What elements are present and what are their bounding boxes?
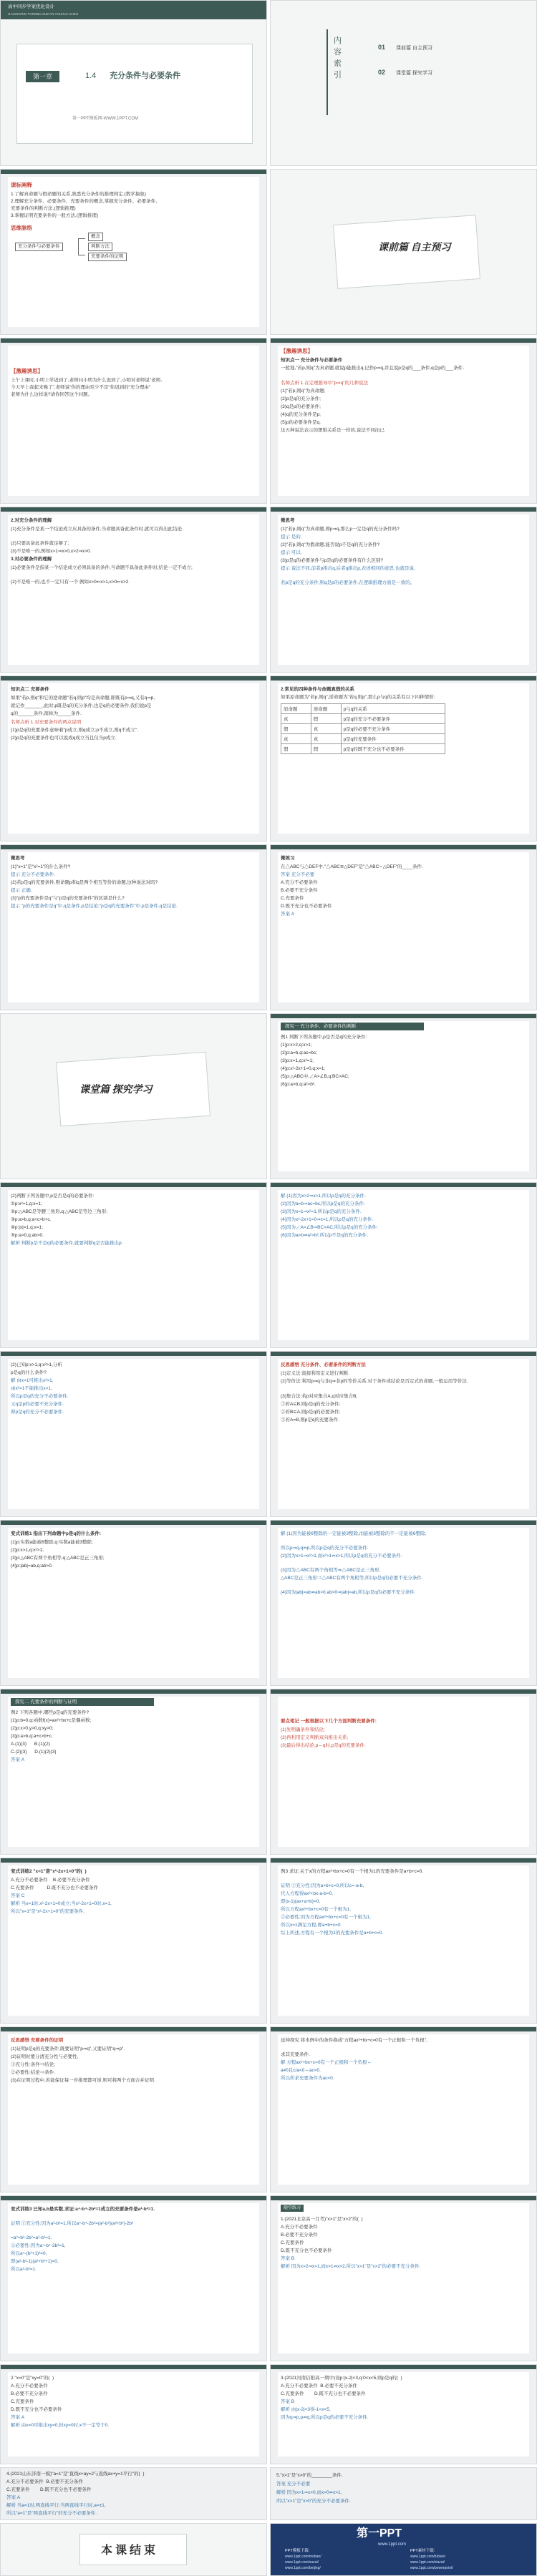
e10-line-1: 4.(2021山东济南一模)"a=1"是"直线x+ay=2与直线ax+y=1平行"的( ): [6, 2472, 145, 2477]
slide-variant-1: [0, 1520, 267, 1686]
slide-practice-1: [270, 844, 537, 1010]
k4-line-3: q的______条件,简称为_____条件.: [11, 711, 82, 716]
e5-line-5: A.(1)(3) B.(1)(2): [11, 1742, 50, 1747]
e4-line-3: (2)p:x>1,q:x²>1;: [11, 1548, 44, 1553]
k1-tag: 【激趣诱思】: [281, 348, 313, 354]
e2s-line-5: ①若A⊆B,则p是q的充分条件;: [281, 1402, 341, 1407]
q3-line-4: B.必要不充分条件: [281, 888, 318, 893]
slide-paper: [278, 852, 529, 1002]
chapter-badge: 第一章: [26, 71, 59, 82]
slide-top-bar: [271, 1352, 536, 1356]
t1-sub: 如果原命题为"若p,则q",逆命题为"若q,则p",那么p与q的关系有以下四种情形:: [281, 695, 435, 700]
cover-footer: 第一PPT模板网-WWW.1PPT.COM: [72, 117, 138, 121]
table-header: 原命题: [281, 704, 311, 714]
mindmap-heading: 思维脉络: [11, 225, 32, 231]
k1-line-5: (2)p是q的充分条件;: [281, 396, 321, 401]
quiz-options-cd: C.充要条件 D.既不充分也不必要条件: [281, 2391, 366, 2396]
slide-cover: [0, 0, 267, 166]
toc-item1[interactable]: 课前篇 自主预习: [396, 46, 432, 51]
q2-line-3: (2)若p是q的充要条件,则命题p和q是两个相互等价的命题,这种说法对吗?: [11, 880, 158, 885]
e10s-analysis-2: 所以"x>1"是"x>0"的充分不必要条件.: [276, 2499, 351, 2504]
slide-example-3: [0, 1351, 267, 1517]
e9s-line-1: 3.(2021河南信阳高一期中)设p:|x-2|<3,q:0<x<5,则p是q的( ): [281, 2376, 402, 2381]
slide-think-1: [270, 507, 537, 673]
e1s-line-5: (5)因为∠A>∠B⇒BC>AC,所以p是q的充分条件.: [281, 1225, 378, 1230]
cover-card: [16, 44, 253, 144]
table-cell: 假: [311, 744, 341, 754]
slide-knowledge-1: [270, 338, 537, 504]
banner-title: 课堂篇 探究学习: [79, 1085, 153, 1096]
e6s-line-7: 所以x=1满足方程,即a+b+c=0.: [281, 1923, 342, 1928]
intro-line-3: 老师为什么这样说?请你回答这个问题。: [11, 392, 93, 397]
slide-top-bar: [271, 1183, 536, 1187]
explore-bar: 探究二 充要条件的判断与证明: [11, 1698, 154, 1706]
brand-logo: 第一PPT: [357, 2527, 402, 2540]
e6-line-1: 变式训练2 "x=1"是"x²-2x+1=0"的( ): [11, 1869, 87, 1874]
e6s-line-3: 代入方程得ax²+bx-a-b=0,: [281, 1891, 333, 1896]
brand-link[interactable]: www.1ppt.com/tubiao/: [410, 2555, 445, 2559]
quiz-options-ab: A.充分不必要条件 B.必要不充分条件: [281, 2384, 357, 2389]
e2s-line-2: (1)定义法:直接利用定义进行判断.: [281, 1371, 350, 1376]
k1-line-3: 名师点析 1.在定理推导中"p⇒q"的几种说法: [281, 381, 369, 386]
slide-top-bar: [1, 2196, 266, 2200]
q2-line-4: 提示 正确.: [11, 888, 32, 893]
cover-header: 高中同步学案优化设计: [8, 4, 54, 9]
quiz-options-ab: A.充分不必要条件 B.必要不充分条件: [6, 2479, 83, 2484]
e6-line-5: 解析 当x=1时,x²-2x+1=0成立;当x²-2x+1=0时,x=1,: [11, 1901, 112, 1906]
q2-line-6: 提示 "p的充要条件是q"中,q是条件,p是结论;"p是q的充要条件"中,p是条件,q是结论.: [11, 904, 178, 909]
quiz-option-a: A.充分不必要条件: [11, 2384, 48, 2389]
brand-col2-head: PPT素材下载:: [410, 2549, 435, 2553]
q1-line-1: (1)"若p,则q"为真命题,即p⇒q,那么p一定是q的充分条件吗?: [281, 527, 400, 532]
e1-line-4: (3)p:x=1,q:x²=1;: [281, 1058, 314, 1063]
q3-line-3: A.充分不必要条件: [281, 880, 318, 885]
slide-paper: [278, 514, 529, 665]
brand-link[interactable]: www.1ppt.com/beijing/: [285, 2566, 321, 2570]
slide-example-5: [270, 1858, 537, 2024]
e1s-line-2: (2)因为a=b⇒ac=bc,所以p是q的充分条件.: [281, 1201, 365, 1206]
e5-line-7: 答案 A: [11, 1757, 25, 1762]
quiz-chip: 随堂练习: [281, 2205, 304, 2212]
slide-key-note: [270, 1689, 537, 1855]
slide-top-bar: [271, 676, 536, 680]
k4-line-2: 就记作_______,此时,p既是q的充分条件,也是q的必要条件,我们说p是: [11, 703, 152, 708]
e4-line-5: (4)p:|ab|=ab,q:ab>0.: [11, 1563, 53, 1568]
e2s-line-3: (2)等价法:利用p⇒q与非q⇒非p的等价关系,对于条件或结论是否定式的命题,一般运用等价法.: [281, 1379, 468, 1384]
e10-answer: 答案 A: [6, 2495, 21, 2500]
objective-line-2: 2.理解充分条件、必要条件、充要条件的概念,掌握充分条件、必要条件、: [11, 199, 160, 204]
e1-line-3: (2)p:a=b,q:ac=bc;: [281, 1050, 317, 1055]
q3-heading: 微练习: [281, 856, 295, 861]
k3-line-4: 3.对必要条件的理解: [11, 557, 52, 562]
e9-answer: 答案 A: [11, 2415, 25, 2420]
q3-line-5: C.充要条件: [281, 896, 304, 901]
slide-reflection-1: [270, 1351, 537, 1517]
e7s-line-1: 延伸探究 将本例中的条件换成"方程ax²+bx+c=0有一个正根和一个负根",: [281, 2038, 427, 2043]
slide-top-bar: [1, 338, 266, 343]
q1-line-4: 提示 可以.: [281, 550, 302, 555]
e5-line-4: (3)p:a>b,q:a+c>b+c.: [11, 1734, 53, 1739]
table-row: [281, 714, 445, 724]
e8s-analysis: 解析 因为x>2⇒x>1,而x>1⇏x>2,所以"x>1"是"x>2"的必要不充分条件.: [281, 2264, 421, 2269]
slide-top-bar: [271, 338, 536, 343]
e10-analysis-2: 所以"a=1"是"两直线平行"的充分不必要条件.: [6, 2511, 97, 2516]
toc-label: 内容索引: [334, 36, 342, 79]
e1-line-5: (4)p:x²-2x+1=0,q:x=1;: [281, 1066, 326, 1071]
mindmap-branch-method: 判断方法: [88, 243, 112, 251]
slide-think-2: [0, 844, 267, 1010]
e2s-line-4: (3)集合法:若p对应集合A,q对应集合B,: [281, 1394, 358, 1399]
slide-quiz-1: [270, 2195, 537, 2361]
e7s-line-3: 解 方程ax²+bx+c=0有一个正根和一个负根⇔: [281, 2060, 372, 2065]
e7-line-6: (3)在证明过程中,若能保证每一步推理都可逆,则可将两个方面合并证明.: [11, 2078, 155, 2083]
quiz-option-c: C.充要条件: [11, 2399, 34, 2404]
k1-line-7: (4)q的充分条件是p;: [281, 412, 321, 417]
q1-line-7: 若p是q的充分条件,则q是p的必要条件,在逻辑推理方面是一致的。: [281, 580, 415, 585]
e1s-line-3: (3)因为x=1⇒x²=1,所以p是q的充分条件.: [281, 1209, 362, 1214]
k1-line-9: 这五种说法表示的逻辑关系是一样的,说法不同而已.: [281, 428, 386, 433]
e2-line-7: 解析 判断p是不是q的必要条件,就要判断q是否能推出p.: [11, 1241, 123, 1246]
q2-heading: 微思考: [11, 856, 25, 861]
e4s-line-4: (3)因为△ABC有两个角相等⇏△ABC是正三角形,: [281, 1568, 381, 1573]
brand-col1-head: PPT模板下载:: [285, 2549, 310, 2553]
slide-quiz-2: [0, 2364, 267, 2464]
e3-line-6: 又q是p的必要不充分条件.: [11, 1402, 64, 1407]
e6s-line-1: 例3 求证:关于x的方程ax²+bx+c=0有一个根为1的充要条件是a+b+c=0.: [281, 1869, 424, 1874]
e4s-line-3: (2)因为x>1⇒x²>1,而x²>1⇏x>1,所以p是q的充分不必要条件.: [281, 1553, 402, 1558]
e10s-answer: 答案 充分不必要: [276, 2482, 311, 2487]
e10-analysis-1: 解析 当a=1时,两直线平行;当两直线平行时,a=±1,: [6, 2503, 106, 2508]
k4-line-6: (2)p是q的充要条件也可以说成q成立当且仅当p成立.: [11, 736, 117, 741]
e5s-line-4: (3)最后得出结论,p⇔q时,p是q的充要条件.: [281, 1743, 366, 1748]
q3-line-6: D.既不充分也不必要条件: [281, 904, 332, 909]
e5s-line-3: (2)再利用定义判断双向推出关系;: [281, 1735, 349, 1740]
slide-top-bar: [271, 2196, 536, 2200]
e2s-line-1: 反思感悟 充分条件、必要条件的判断方法: [281, 1362, 366, 1367]
q3-line-2: 答案 充分不必要: [281, 872, 315, 877]
slide-quiz-3: [270, 2364, 537, 2464]
table-header: 逆命题: [311, 704, 341, 714]
e3-line-5: 所以p是q的充分不必要条件.: [11, 1394, 69, 1399]
slide-variant-1-solution: [270, 1520, 537, 1686]
slide-understanding: [0, 507, 267, 673]
slide-top-bar: [271, 2027, 536, 2031]
e2-line-6: ⑤p:a>0,q:ab>0.: [11, 1233, 44, 1238]
e8-line-6: 即(a²-b²-1)(a²+b²+1)=0,: [11, 2259, 59, 2264]
e2-line-1: (2)判断下列各题中,p是否是q的必要条件:: [11, 1194, 95, 1199]
slide-top-bar: [1, 845, 266, 849]
e7s-line-5: 所以所求充要条件为ac<0.: [281, 2076, 334, 2081]
e4s-line-5: △ABC是正三角形⇒△ABC有两个角相等,所以p是q的必要不充分条件.: [281, 1576, 423, 1581]
q1-heading: 微思考: [281, 518, 295, 523]
e6-line-2: A.充分不必要条件 B.必要不充分条件: [11, 1878, 90, 1883]
table-cell: 真: [311, 734, 341, 744]
slide-top-bar: [1, 2027, 266, 2031]
slide-top-bar: [271, 845, 536, 849]
q2-line-5: (3)"p的充要条件是q"与"p是q的充要条件"的区别是什么?: [11, 896, 125, 901]
e2-line-3: ②p:△ABC是等腰三角形,q:△ABC是等边三角形;: [11, 1209, 108, 1214]
quiz-option-b: B.必要不充分条件: [11, 2391, 48, 2396]
k1-line-8: (5)p的必要条件是q.: [281, 420, 321, 425]
table-row: [281, 734, 445, 744]
slide-toc: [270, 0, 537, 166]
e4s-line-6: (4)因为|ab|=ab⇏ab>0,ab>0⇒|ab|=ab,所以p是q的必要不充分条件.: [281, 1590, 416, 1595]
e7-line-3: (2)证明时要分清充分性与必要性,: [11, 2054, 79, 2059]
q3-line-1: 在△ABC与△DEF中,"△ABC≌△DEF"是"△ABC∽△DEF"的____条件.: [281, 864, 423, 869]
e4s-line-1: 解 (1)因为能被6整除的一定能被3整除,而能被3整除的不一定能被6整除,: [281, 1531, 427, 1536]
brand-url[interactable]: www.1ppt.com: [378, 2542, 407, 2547]
slide-reflection-2: [0, 2026, 267, 2192]
slide-top-bar: [271, 1689, 536, 1694]
e1s-line-4: (4)因为x²-2x+1=0⇒x=1,所以p是q的充分条件.: [281, 1217, 374, 1222]
e5-line-2: (1)p:b=0,q:函数f(x)=ax²+bx+c是偶函数;: [11, 1718, 92, 1723]
slide-brand: [270, 2523, 537, 2576]
e6-line-4: 答案 C: [11, 1893, 25, 1898]
k4-line-4: 名师点析 1.对充要条件的两点说明: [11, 720, 82, 725]
e7-line-2: (1)证明p是q的充要条件,既要证明"p⇒q",又要证明"q⇒p".: [11, 2046, 125, 2051]
slide-top-bar: [271, 1521, 536, 1525]
quiz-option-a: A.充分不必要条件: [281, 2225, 318, 2230]
e4-line-4: (3)p:△ABC有两个角相等,q:△ABC是正三角形;: [11, 1556, 105, 1561]
e5s-line-1: 要点笔记 一般根据以下几个方面判断充要条件:: [281, 1719, 377, 1724]
slide-top-bar: [1, 2365, 266, 2369]
t1-heading: 2.常见的四种条件与命题真假的关系: [281, 687, 354, 692]
e7-line-4: ①充分性:条件⇒结论;: [11, 2062, 56, 2067]
e1-line-6: (5)p:△ABC中,∠A>∠B,q:BC>AC;: [281, 1074, 349, 1079]
e6s-line-2: 证明 ①充分性:因为a+b+c=0,所以c=-a-b,: [281, 1883, 364, 1888]
e7-line-5: ②必要性:结论⇒条件.: [11, 2070, 56, 2075]
table-cell: 假: [281, 744, 311, 754]
e2-line-2: ①p:x²=1,q:x=1;: [11, 1201, 42, 1206]
slide-top-bar: [1, 170, 266, 174]
toc-item2-number: 02: [378, 69, 386, 76]
quiz-option-b: B.必要不充分条件: [281, 2233, 318, 2238]
slide-end: [0, 2523, 267, 2576]
objective-line-3: 充要条件的判断方法.(逻辑推理): [11, 206, 76, 211]
slide-top-bar: [271, 2365, 536, 2369]
q1-line-6: 提示 说法不同,前者p推出q,后者q推出p,表述相同的意思.也就是说,: [281, 566, 415, 571]
e10s-line-1: 5."x>1"是"x>0"的________条件.: [276, 2473, 343, 2478]
explore-bar: 探究一 充分条件、必要条件的判断: [281, 1023, 424, 1030]
e1-line-1: 例1 判断下列各题中,p是否是q的充分条件:: [281, 1035, 367, 1040]
q1-line-3: (2)"若p,则q"为假命题,能否说p不是q的充分条件?: [281, 542, 380, 547]
slide-top-bar: [1, 1858, 266, 1863]
e4-line-1: 变式训练1 指出下列命题中p是q的什么条件:: [11, 1531, 102, 1536]
quiz-options-cd: C.充要条件 D.既不充分也不必要条件: [6, 2487, 92, 2492]
e7-line-1: 反思感悟 充要条件的证明: [11, 2038, 64, 2043]
slide-class-banner: [0, 1013, 267, 1179]
e8s-answer: 答案 B: [281, 2256, 295, 2261]
e5-line-3: (2)p:x>0,y>0,q:xy>0;: [11, 1726, 54, 1731]
table-header-row: [281, 704, 445, 714]
k3-line-6: (2)不是唯一的,也不一定只有一个.例如x>0⇐x>1,x>0⇐x>2.: [11, 580, 130, 585]
mindmap-bracket: [78, 238, 85, 255]
k3-line-2: (2)只要具备此条件就足够了;: [11, 541, 69, 546]
toc-item2[interactable]: 课堂篇 探究学习: [396, 71, 432, 76]
e8s-line-1: 1.(2021北京高一月考)"x>1"是"x>2"的( ): [281, 2217, 363, 2222]
slide-preview-banner: [270, 169, 537, 335]
e5-line-1: 例2 下列各题中,哪些p是q的充要条件?: [11, 1710, 90, 1715]
table-row: [281, 744, 445, 754]
table-cell: 假: [311, 714, 341, 724]
e8-line-2: 证明 ①充分性:因为a²-b²=1,所以a⁴-b⁴-2b²=(a²-b²)(a²+b²)-2b²: [11, 2221, 134, 2226]
e6s-line-5: 所以方程ax²+bx+c=0有一个根为1.: [281, 1907, 352, 1912]
e8-line-3: =a²+b²-2b²=a²-b²=1.: [11, 2235, 52, 2240]
slide-top-bar: [271, 507, 536, 512]
quiz-option-c: C.充要条件: [281, 2240, 304, 2245]
quiz-option-d: D.既不充分也不必要条件: [281, 2248, 332, 2253]
table-cell: 假: [281, 724, 311, 734]
table-cell: p是q的充分不必要条件: [341, 714, 445, 724]
intro-line-1: 上午上课时,小明上学迟到了,老师问小明为什么迟到了,小明对老师说"老师,: [11, 378, 163, 383]
section-number: 1.4: [85, 72, 97, 80]
e8-line-1: 变式训练3 已知a,b是实数,求证:a⁴-b⁴-2b²=1成立的充要条件是a²-b²=1.: [11, 2207, 155, 2212]
e1s-line-1: 解 (1)因为x>2⇒x>1,所以p是q的充分条件.: [281, 1194, 366, 1199]
toc-item1-number: 01: [378, 44, 386, 51]
slide-top-bar: [271, 1858, 536, 1863]
e9s-analysis-1: 解析 由|x-2|<3得-1<x<5,: [281, 2407, 331, 2412]
e1-line-2: (1)p:x>2,q:x>1;: [281, 1043, 312, 1048]
slide-top-bar: [1, 507, 266, 512]
slide-top-bar: [1, 1689, 266, 1694]
objective-line-1: 1.了解真命题与假命题的关系,熟悉充分条件的推理判定.(数学抽象): [11, 192, 146, 197]
k1-line-2: 一般地,"若p,则q"为真命题,就说p能推出q,记作p⇒q,并且说p是q的___条件,q是p的___条件.: [281, 366, 465, 371]
slide-quiz-4: [0, 2467, 267, 2520]
e3-line-3: 解 由x>1可推出x²>1,: [11, 1378, 54, 1383]
e5-line-6: C.(2)(3) D.(1)(2)(3): [11, 1750, 57, 1755]
q3-line-7: 答案 A: [281, 912, 295, 917]
k4-line-1: 如果"若p,则q"和它的逆命题"若q,则p"均是真命题,即既有p⇒q,又有q⇒p,: [11, 696, 155, 701]
section-title: 充分条件与必要条件: [110, 72, 180, 80]
e3-line-2: p是q的什么条件?: [11, 1370, 47, 1375]
e8-line-5: 所以a⁴-(b²+1)²=0,: [11, 2251, 47, 2256]
slide-top-bar: [1, 1521, 266, 1525]
e7s-line-2: 求其充要条件.: [281, 2052, 310, 2057]
e6-line-6: 所以"x=1"是"x²-2x+1=0"的充要条件.: [11, 1909, 84, 1914]
k3-line-3: (3)不是唯一的,例如x>1⇒x>0,x>2⇒x>0.: [11, 549, 92, 554]
slide-top-bar: [271, 1014, 536, 1018]
quiz-option-d: D.既不充分也不必要条件: [11, 2407, 62, 2412]
slide-example-2: [0, 1182, 267, 1348]
slide-top-bar: [1, 1352, 266, 1356]
e9s-answer: 答案 B: [281, 2399, 295, 2404]
slide-example-1: [270, 1013, 537, 1179]
brand-link[interactable]: www.1ppt.com/moban/: [285, 2555, 321, 2559]
slide-extension: [270, 2026, 537, 2192]
k3-line-5: (1)必要条件是指某一个结论成立必须具备的条件,当命题不具备此条件时,结论一定不成立;: [11, 565, 193, 570]
table-cell: p是q的既不充分也不必要条件: [341, 744, 445, 754]
cover-header-sub: GAOZHONG TONGBU XUE'AN YOUHUA SHEJI: [8, 12, 79, 16]
slide-paper: [278, 1021, 529, 1171]
k4-line-5: (1)p是q的充要条件意味着"p成立,则q成立;p不成立,则q不成立".: [11, 728, 138, 733]
e3-line-1: (2)已知p:x>1,q:x²>1,分析: [11, 1362, 62, 1367]
k4-heading: 知识点二 充要条件: [11, 687, 49, 692]
k1-line-6: (3)q是p的必要条件;: [281, 404, 321, 409]
slide-solution-1: [270, 1182, 537, 1348]
q2-line-2: 提示 充分不必要条件.: [11, 872, 56, 877]
e2-line-5: ④p:|x|=1,q:x=1;: [11, 1225, 43, 1230]
k3-line-1: (1)充分条件是某一个结论成立应具备的条件,当命题具备此条件时,就可以得出此结论.: [11, 527, 183, 532]
e6s-line-6: ②必要性:因为方程ax²+bx+c=0有一个根为1,: [281, 1915, 371, 1920]
e5s-line-2: (1)先明确条件和结论;: [281, 1727, 325, 1732]
objectives-heading: 课标阐释: [11, 182, 32, 188]
table-header: p与q的关系: [341, 704, 445, 714]
e3-line-4: 由x²>1不能推出x>1,: [11, 1386, 52, 1391]
table-cell: 真: [311, 724, 341, 734]
brand-link[interactable]: www.1ppt.com/xiazai/: [410, 2560, 445, 2565]
table-cell: p是q的充要条件: [341, 734, 445, 744]
slide-paper: [8, 1528, 259, 1678]
e3-line-7: 即p是q的充分不必要条件.: [11, 1410, 64, 1415]
e2s-line-6: ②若B⊆A,则p是q的必要条件;: [281, 1410, 341, 1415]
e6-line-3: C.充要条件 D.既不充分也不必要条件: [11, 1885, 99, 1890]
slide-quiz-5: [270, 2467, 537, 2520]
table-cell: 真: [281, 714, 311, 724]
e4-line-2: (1)p:实数a能被6整除,q:实数a能被3整除;: [11, 1540, 93, 1545]
e6s-line-8: 综上所述,方程有一个根为1的充要条件是a+b+c=0.: [281, 1931, 384, 1936]
intro-heading: 【激趣诱思】: [11, 368, 43, 374]
e1s-line-6: (6)因为a>b⇏a²>b²,所以p不是q的充分条件.: [281, 1233, 369, 1238]
slide-example-4: [0, 1689, 267, 1855]
k3-heading: 2.对充分条件的理解: [11, 518, 52, 523]
e9-line-1: 2."x=0"是"xy=0"的( ): [11, 2376, 54, 2381]
slide-top-bar: [1, 676, 266, 680]
intro-line-2: 今天早上我起来晚了",老师说"你的理由至少不是"你迟到的"充分理由": [11, 385, 151, 390]
slide-condition-table: [270, 675, 537, 841]
slide-paper: [8, 514, 259, 665]
q1-line-2: 提示 是的.: [281, 535, 302, 540]
banner-title: 课前篇 自主预习: [378, 243, 451, 253]
e2s-line-7: ③若A=B,则p是q的充要条件.: [281, 1418, 339, 1423]
mindmap-branch-concept: 概念: [88, 233, 103, 241]
end-title: 本课结束: [101, 2545, 159, 2557]
mindmap-branch-proof: 充要条件的证明: [88, 253, 127, 261]
e9s-analysis-2: 因为q⇒p,p⇏q,所以p是q的必要不充分条件.: [281, 2415, 369, 2420]
k1-line-1: 知识点一 充分条件与必要条件: [281, 358, 343, 363]
slide-variant-3: [0, 2195, 267, 2361]
q2-line-1: (1)"x=1"是"x²=1"的什么条件?: [11, 864, 71, 869]
brand-link[interactable]: www.1ppt.com/powerpoint/: [410, 2566, 453, 2570]
table-cell: 真: [281, 734, 311, 744]
slide-variant-2: [0, 1858, 267, 2024]
condition-table: [281, 703, 445, 754]
k1-line-4: (1)"若p,则q"为真命题;: [281, 389, 326, 394]
e8-line-7: 所以a²-b²=1.: [11, 2267, 37, 2272]
e10s-analysis-1: 解析 因为x>1⇒x>0,而x>0⇏x>1,: [276, 2490, 342, 2495]
slide-top-bar: [1, 1183, 266, 1187]
e1-line-7: (6)p:a>b,q:a²>b².: [281, 1082, 316, 1087]
e6s-line-4: 即(x-1)(ax+a+b)=0,: [281, 1899, 321, 1904]
slide-objectives: [0, 169, 267, 335]
e4s-line-2: 所以p⇒q,q⇏p,所以p是q的充分不必要条件.: [281, 1546, 369, 1551]
slide-knowledge-2: [0, 675, 267, 841]
e2-line-4: ③p:a>b,q:a+c>b+c.: [11, 1217, 52, 1222]
e9-analysis: 解析 由x=0可推出xy=0,但xy=0时,x不一定等于0.: [11, 2423, 110, 2428]
table-cell: p是q的必要不充分条件: [341, 724, 445, 734]
q1-line-5: (3)p是q的必要条件与p是q的必要条件有什么区别?: [281, 558, 384, 563]
mindmap-root: 充分条件与必要条件: [15, 243, 63, 251]
e8-line-4: ②必要性:因为a⁴-b⁴-2b²=1,: [11, 2243, 66, 2248]
slide-paper: [8, 346, 259, 496]
brand-link[interactable]: www.1ppt.com/sucai/: [285, 2560, 319, 2565]
objective-line-4: 3.掌握证明充要条件的一般方法.(逻辑推理): [11, 213, 99, 218]
e7s-line-4: a≠0且c/a<0⇔ac<0.: [281, 2068, 321, 2073]
table-row: [281, 724, 445, 734]
slide-intro-story: [0, 338, 267, 504]
slide-paper: [278, 2034, 529, 2185]
